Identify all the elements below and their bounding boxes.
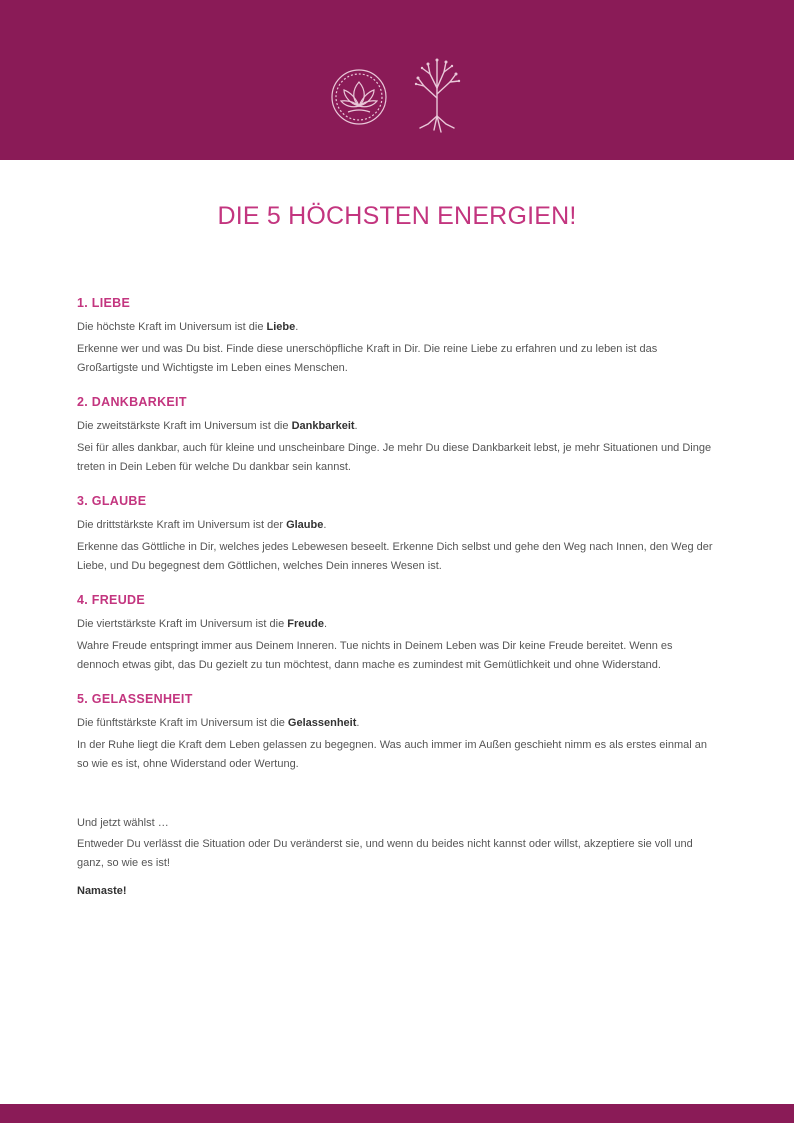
section-body: Erkenne wer und was Du bist. Finde diese unerschöpfliche Kraft in Dir. Die reine Liebe zu erfahren und zu leben ist das Großartigste und Wichtigste im Leben eines Menschen. — [77, 343, 658, 374]
energy-name: Glaube — [286, 519, 324, 531]
section-lead: Die drittstärkste Kraft im Universum ist der Glaube. — [77, 519, 327, 531]
energy-name: Liebe — [266, 321, 296, 333]
section-heading: 2. DANKBARKEIT — [77, 395, 187, 409]
tree-of-life-icon — [410, 56, 464, 136]
footer-band — [0, 1104, 794, 1123]
section-dankbarkeit — [77, 395, 717, 477]
section-glaube — [77, 494, 717, 576]
section-freude — [77, 593, 717, 675]
section-body: In der Ruhe liegt die Kraft dem Leben gelassen zu begegnen. Was auch immer im Außen geschieht nimm es als erstes einmal an so wie es ist, ohne Widerstand oder Wertung. — [77, 739, 707, 770]
closing-section — [77, 814, 717, 897]
section-heading: 4. FREUDE — [77, 593, 145, 607]
section-liebe — [77, 296, 717, 378]
section-heading: 5. GELASSENHEIT — [77, 692, 193, 706]
section-lead: Die zweitstärkste Kraft im Universum ist die Dankbarkeit. — [77, 420, 358, 432]
section-body: Sei für alles dankbar, auch für kleine und unscheinbare Dinge. Je mehr Du diese Dankbarkeit lebst, je mehr Situationen und Dinge treten in Dein Leben für welche Du dankbar sein kannst. — [77, 442, 712, 473]
section-lead: Die höchste Kraft im Universum ist die Liebe. — [77, 321, 299, 333]
energy-name: Dankbarkeit — [291, 420, 355, 432]
section-heading: 1. LIEBE — [77, 296, 131, 310]
energies-list — [77, 296, 717, 897]
section-heading: 3. GLAUBE — [77, 494, 147, 508]
page-title: DIE 5 HÖCHSTEN ENERGIEN! — [217, 202, 577, 230]
signoff: Namaste! — [77, 885, 127, 897]
section-lead: Die fünftstärkste Kraft im Universum ist die Gelassenheit. — [77, 717, 360, 729]
energy-name: Freude — [287, 618, 324, 630]
closing-text: Entweder Du verlässt die Situation oder Du veränderst sie, und wenn du beides nicht kannst oder willst, akzeptiere sie voll und ganz, so wie es ist! — [77, 838, 693, 869]
energy-name: Gelassenheit — [287, 717, 357, 729]
closing-heading: Und jetzt wählst … — [77, 817, 169, 829]
section-gelassenheit — [77, 692, 717, 774]
header-band — [0, 0, 794, 160]
section-body: Wahre Freude entspringt immer aus Deinem Inneren. Tue nichts in Deinem Leben was Dir keine Freude bereitet. Wenn es dennoch etwas gibt, das Du gezielt zu tun möchtest, dann mache es zumindest mit Gemütlichkeit und ohne Widerstand. — [77, 640, 673, 671]
lotus-mandala-icon — [330, 68, 388, 126]
section-lead: Die viertstärkste Kraft im Universum ist die Freude. — [77, 618, 328, 630]
section-body: Erkenne das Göttliche in Dir, welches jedes Lebewesen beseelt. Erkenne Dich selbst und gehe den Weg nach Innen, den Weg der Liebe, und Du begegnest dem Göttlichen, welches Dein inneres Wesen ist. — [77, 541, 713, 572]
